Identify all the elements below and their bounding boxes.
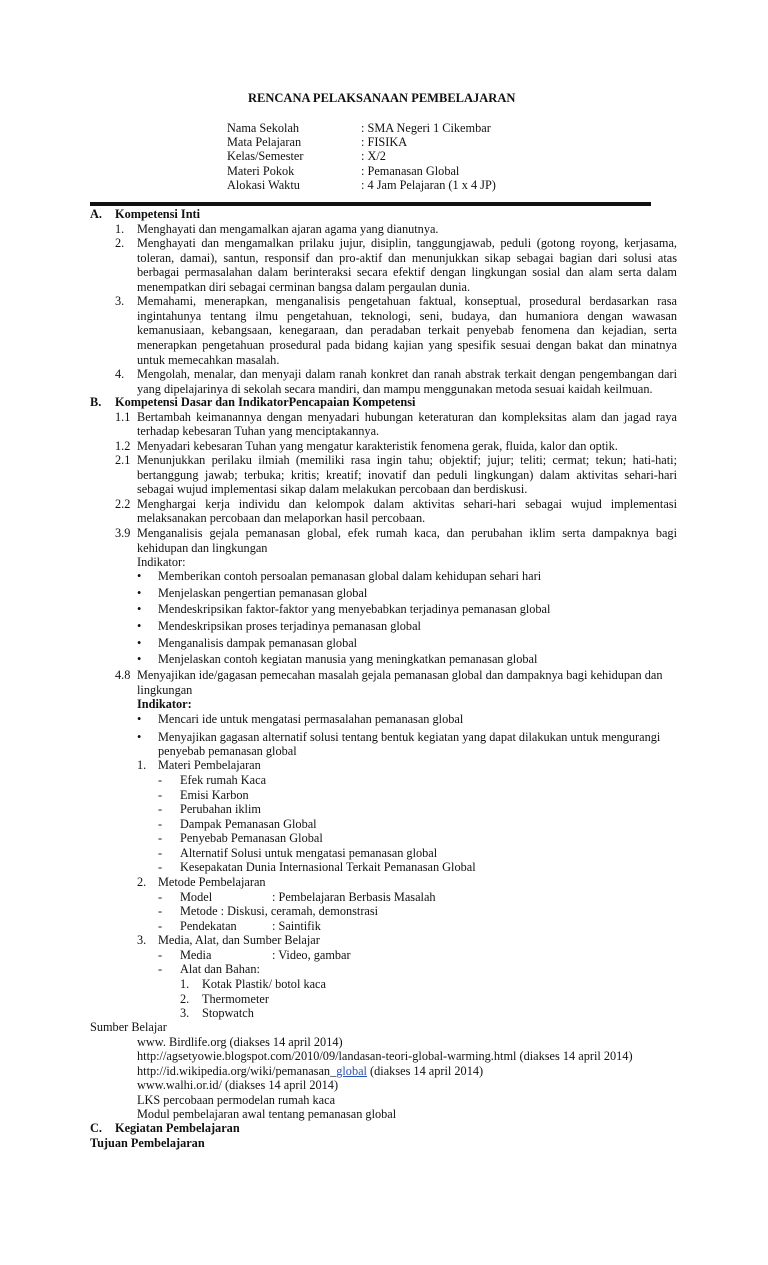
kd-number: 1.1 xyxy=(115,409,131,424)
kd-text-line: Menganalisis gejala pemanasan global, efek rumah kaca, dan perubahan iklim serta dampaknya bagi xyxy=(137,525,677,540)
sumber-hyperlink[interactable]: global xyxy=(336,1064,367,1078)
ki-text-line: menerapkan pengetahuan prosedural pada bidang kajian yang spesifik sesuai dengan bakat dan minatnya xyxy=(137,337,677,352)
indikator-item: Mendeskripsikan proses terjadinya pemanasan global xyxy=(158,619,421,633)
indikator-item: Memberikan contoh persoalan pemanasan global dalam kehidupan sehari hari xyxy=(158,569,542,583)
alat-number: 2. xyxy=(180,991,190,1006)
ki-text-line: Mengolah, menalar, dan menyaji dalam ranah konkret dan ranah abstrak terkait dengan pengembangan dari xyxy=(137,367,677,382)
identity-value: : FISIKA xyxy=(361,135,408,149)
dash-icon: - xyxy=(158,890,163,904)
media-heading: Media, Alat, dan Sumber Belajar xyxy=(158,933,320,947)
section-a-letter: A. xyxy=(90,207,102,221)
bullet-icon: • xyxy=(137,619,142,633)
sumber-url-suffix: (diakses 14 april 2014) xyxy=(366,1064,484,1078)
materi-item: Emisi Karbon xyxy=(180,787,249,802)
dash-icon: - xyxy=(158,816,163,831)
kd-text-line: melaksanakan percobaan dan melaporkan hasil percobaan. xyxy=(137,511,426,526)
dash-icon: - xyxy=(158,845,163,860)
materi-item: Efek rumah Kaca xyxy=(180,773,267,787)
indikator-label: Indikator: xyxy=(137,697,192,711)
section-b-letter: B. xyxy=(90,395,102,409)
sumber-line: www.walhi.or.id/ (diakses 14 april 2014) xyxy=(137,1078,339,1092)
kd-number: 2.1 xyxy=(115,453,131,468)
indikator-item: Menjelaskan contoh kegiatan manusia yang meningkatkan pemanasan global xyxy=(158,652,538,666)
ki-number: 1. xyxy=(115,221,125,236)
alat-number: 3. xyxy=(180,1006,190,1021)
section-b-heading: Kompetensi Dasar dan IndikatorPencapaian Kompetensi xyxy=(115,395,416,409)
materi-number: 1. xyxy=(137,758,147,772)
kd-text-line: Menghargai kerja individu dan kelompok dalam aktivitas sehari-hari sebagai wujud implementasi xyxy=(137,496,677,511)
identity-label: Nama Sekolah xyxy=(227,121,300,135)
materi-item: Penyebab Pemanasan Global xyxy=(180,831,323,846)
kd-text-line: kehidupan dan lingkungan xyxy=(137,540,268,555)
metode-text: Metode : Diskusi, ceramah, demonstrasi xyxy=(180,904,379,918)
dash-icon: - xyxy=(158,860,163,875)
kd-text-line: Menyajikan ide/gagasan pemecahan masalah gejala pemanasan global dan dampaknya bagi kehidupan dan xyxy=(137,668,663,682)
kd-text-line: lingkungan xyxy=(137,683,193,697)
kd-text-line: Menunjukkan perilaku ilmiah (memiliki rasa ingin tahu; objektif; jujur; teliti; cermat; tekun; hati-hati; xyxy=(137,453,677,468)
bullet-icon: • xyxy=(137,652,142,666)
ki-text-line: Menghayati dan mengamalkan ajaran agama yang dianutnya. xyxy=(137,221,439,236)
bullet-icon: • xyxy=(137,569,142,583)
dash-icon: - xyxy=(158,962,163,976)
indikator-item: Menganalisis dampak pemanasan global xyxy=(158,636,358,650)
media-value: : Video, gambar xyxy=(272,948,351,962)
materi-item: Dampak Pemanasan Global xyxy=(180,816,317,831)
bullet-icon: • xyxy=(137,586,142,600)
media-label: Media xyxy=(180,948,212,962)
ki-text-line: menempatkan diri sebagai cerminan bangsa dalam pergaulan dunia. xyxy=(137,279,471,294)
dash-icon: - xyxy=(158,787,163,802)
alat-number: 1. xyxy=(180,977,190,991)
ki-text-line: ingintahunya tentang ilmu pengetahuan, teknologi, seni, budaya, dan humaniora dengan wawasan xyxy=(137,308,677,323)
identity-label: Kelas/Semester xyxy=(227,149,304,163)
sumber-line: http://agsetyowie.blogspot.com/2010/09/landasan-teori-global-warming.html (diakses 14 april 2014) xyxy=(137,1049,633,1063)
indikator-label: Indikator: xyxy=(137,555,186,569)
section-c-letter: C. xyxy=(90,1121,102,1135)
alat-heading: Alat dan Bahan: xyxy=(180,962,260,976)
identity-value: : X/2 xyxy=(361,149,386,163)
ki-number: 4. xyxy=(115,367,125,382)
ki-number: 2. xyxy=(115,236,125,251)
identity-value: : Pemanasan Global xyxy=(361,164,460,178)
bullet-icon: • xyxy=(137,730,142,744)
model-label: Model xyxy=(180,890,213,904)
sumber-line: Modul pembelajaran awal tentang pemanasan global xyxy=(137,1107,397,1121)
section-c-heading: Kegiatan Pembelajaran xyxy=(115,1121,240,1135)
indikator-item: penyebab pemanasan global xyxy=(158,744,297,758)
dash-icon: - xyxy=(158,904,163,918)
indikator-item: Mencari ide untuk mengatasi permasalahan pemanasan global xyxy=(158,712,464,726)
kd-text-line: bertanggung jawab; terbuka; kritis; kreatif; inovatif dan peduli lingkungan) dalam aktivitas sehari-hari xyxy=(137,467,677,482)
dash-icon: - xyxy=(158,831,163,846)
alat-item: Stopwatch xyxy=(202,1006,254,1021)
section-a-heading: Kompetensi Inti xyxy=(115,207,201,221)
indikator-item: Menyajikan gagasan alternatif solusi tentang bentuk kegiatan yang dapat dilakukan untuk mengurangi xyxy=(158,730,661,744)
bullet-icon: • xyxy=(137,636,142,650)
sumber-line xyxy=(137,1064,483,1078)
metode-number: 2. xyxy=(137,875,147,889)
ki-text-line: kemanusiaan, kebangsaan, kenegaraan, dan peradaban terkait penyebab fenomena dan kejadian, serta xyxy=(137,323,677,338)
kd-text-line: sebagai wujud implementasi sikap dalam melakukan percobaan dan berdiskusi. xyxy=(137,482,528,497)
bullet-icon: • xyxy=(137,602,142,616)
bullet-icon: • xyxy=(137,712,142,726)
dash-icon: - xyxy=(158,802,163,817)
sumber-line: www. Birdlife.org (diakses 14 april 2014) xyxy=(137,1035,343,1049)
ki-text-line: Memahami, menerapkan, menganalisis pengetahuan faktual, konseptual, prosedural berdasarkan rasa xyxy=(137,294,677,309)
header-divider xyxy=(90,202,651,206)
materi-item: Perubahan iklim xyxy=(180,802,261,817)
identity-label: Mata Pelajaran xyxy=(227,135,302,149)
identity-value: : SMA Negeri 1 Cikembar xyxy=(361,121,491,135)
sumber-heading: Sumber Belajar xyxy=(90,1020,167,1034)
ki-text-line: toleran, damai), santun, responsif dan pro-aktif dan menunjukkan sikap sebagai bagian dari solusi atas xyxy=(137,250,677,265)
ki-number: 3. xyxy=(115,294,125,309)
document-title: RENCANA PELAKSANAAN PEMBELAJARAN xyxy=(248,91,516,105)
kd-text-line: Menyadari kebesaran Tuhan yang mengatur karakteristik fenomena gerak, fluida, kalor dan optik. xyxy=(137,438,618,453)
dash-icon: - xyxy=(158,773,163,787)
ki-text-line: yang dipelajarinya di sekolah secara mandiri, dan mampu menggunakan metoda sesuai kaidah keilmuan. xyxy=(137,381,653,396)
indikator-item: Menjelaskan pengertian pemanasan global xyxy=(158,586,368,600)
alat-item: Kotak Plastik/ botol kaca xyxy=(202,977,326,991)
pendekatan-value: : Saintifik xyxy=(272,919,321,933)
dash-icon: - xyxy=(158,948,163,962)
identity-value: : 4 Jam Pelajaran (1 x 4 JP) xyxy=(361,178,496,192)
identity-label: Materi Pokok xyxy=(227,164,295,178)
ki-text-line: Menghayati dan mengamalkan prilaku jujur, disiplin, tanggungjawab, peduli (gotong royong, kerjasama, xyxy=(137,236,677,251)
identity-label: Alokasi Waktu xyxy=(227,178,300,192)
sumber-line: LKS percobaan permodelan rumah kaca xyxy=(137,1093,336,1107)
kd-number: 1.2 xyxy=(115,438,131,453)
kd-number: 2.2 xyxy=(115,496,131,511)
metode-heading: Metode Pembelajaran xyxy=(158,875,266,889)
model-value: : Pembelajaran Berbasis Masalah xyxy=(272,890,436,904)
ki-text-line: berbagai permasalahan dalam berinteraksi secara efektif dengan lingkungan sosial dan alam serta dalam xyxy=(137,265,677,280)
materi-item: Kesepakatan Dunia Internasional Terkait Pemanasan Global xyxy=(180,860,476,875)
sumber-url-text: http://id.wikipedia.org/wiki/pemanasan_ xyxy=(137,1064,337,1078)
dash-icon: - xyxy=(158,919,163,933)
materi-item: Alternatif Solusi untuk mengatasi pemanasan global xyxy=(180,845,438,860)
ki-text-line: untuk memecahkan masalah. xyxy=(137,352,280,367)
media-number: 3. xyxy=(137,933,147,947)
kd-text-line: terhadap kebesaran Tuhan yang menciptakannya. xyxy=(137,424,380,439)
tujuan-heading: Tujuan Pembelajaran xyxy=(90,1136,205,1150)
pendekatan-label: Pendekatan xyxy=(180,919,237,933)
kd-text-line: Bertambah keimanannya dengan menyadari hubungan keteraturan dan kompleksitas alam dan jagad raya xyxy=(137,409,677,424)
kd-number: 4.8 xyxy=(115,668,131,682)
alat-item: Thermometer xyxy=(202,991,269,1006)
indikator-item: Mendeskripsikan faktor-faktor yang menyebabkan terjadinya pemanasan global xyxy=(158,602,551,616)
kd-number: 3.9 xyxy=(115,525,131,540)
materi-heading: Materi Pembelajaran xyxy=(158,758,261,772)
